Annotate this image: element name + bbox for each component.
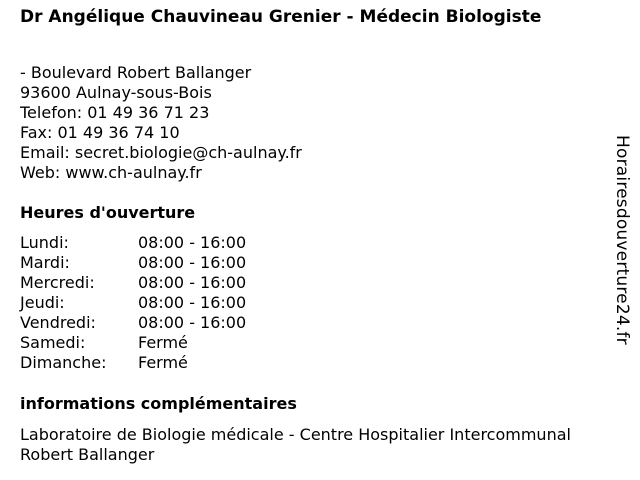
day-hours: 08:00 - 16:00 [138,253,247,272]
website-address: Web: www.ch-aulnay.fr [20,163,202,182]
contact-block [20,63,302,183]
day-label: Samedi: [20,333,86,352]
day-label: Dimanche: [20,353,107,372]
opening-hours-table [20,233,246,373]
day-hours: 08:00 - 16:00 [138,233,247,252]
fax-number: Fax: 01 49 36 74 10 [20,123,180,142]
day-hours: 08:00 - 16:00 [138,313,247,332]
hours-row [20,273,246,293]
day-hours: Fermé [138,353,188,372]
day-label: Lundi: [20,233,69,252]
day-hours: 08:00 - 16:00 [138,293,247,312]
email-address: Email: secret.biologie@ch-aulnay.fr [20,143,302,162]
hours-row [20,333,246,353]
hours-row [20,313,246,333]
phone-number: Telefon: 01 49 36 71 23 [20,103,210,122]
day-hours: 08:00 - 16:00 [138,273,247,292]
day-label: Jeudi: [20,293,65,312]
opening-hours-heading: Heures d'ouverture [20,203,196,222]
hours-row [20,253,246,273]
day-label: Vendredi: [20,313,96,332]
hours-row [20,293,246,313]
hours-row [20,353,246,373]
day-label: Mardi: [20,253,70,272]
additional-info-text: Laboratoire de Biologie médicale - Centre Hospitalier Intercommunal Robert Ballanger [20,425,571,464]
hours-row [20,233,246,253]
additional-info-heading: informations complémentaires [20,394,297,413]
day-hours: Fermé [138,333,188,352]
day-label: Mercredi: [20,273,95,292]
city-address: 93600 Aulnay-sous-Bois [20,83,212,102]
page-title: Dr Angélique Chauvineau Grenier - Médecin Biologiste [20,7,542,27]
site-watermark: Horairesdouverture24.fr [612,135,632,345]
street-address: - Boulevard Robert Ballanger [20,63,252,82]
